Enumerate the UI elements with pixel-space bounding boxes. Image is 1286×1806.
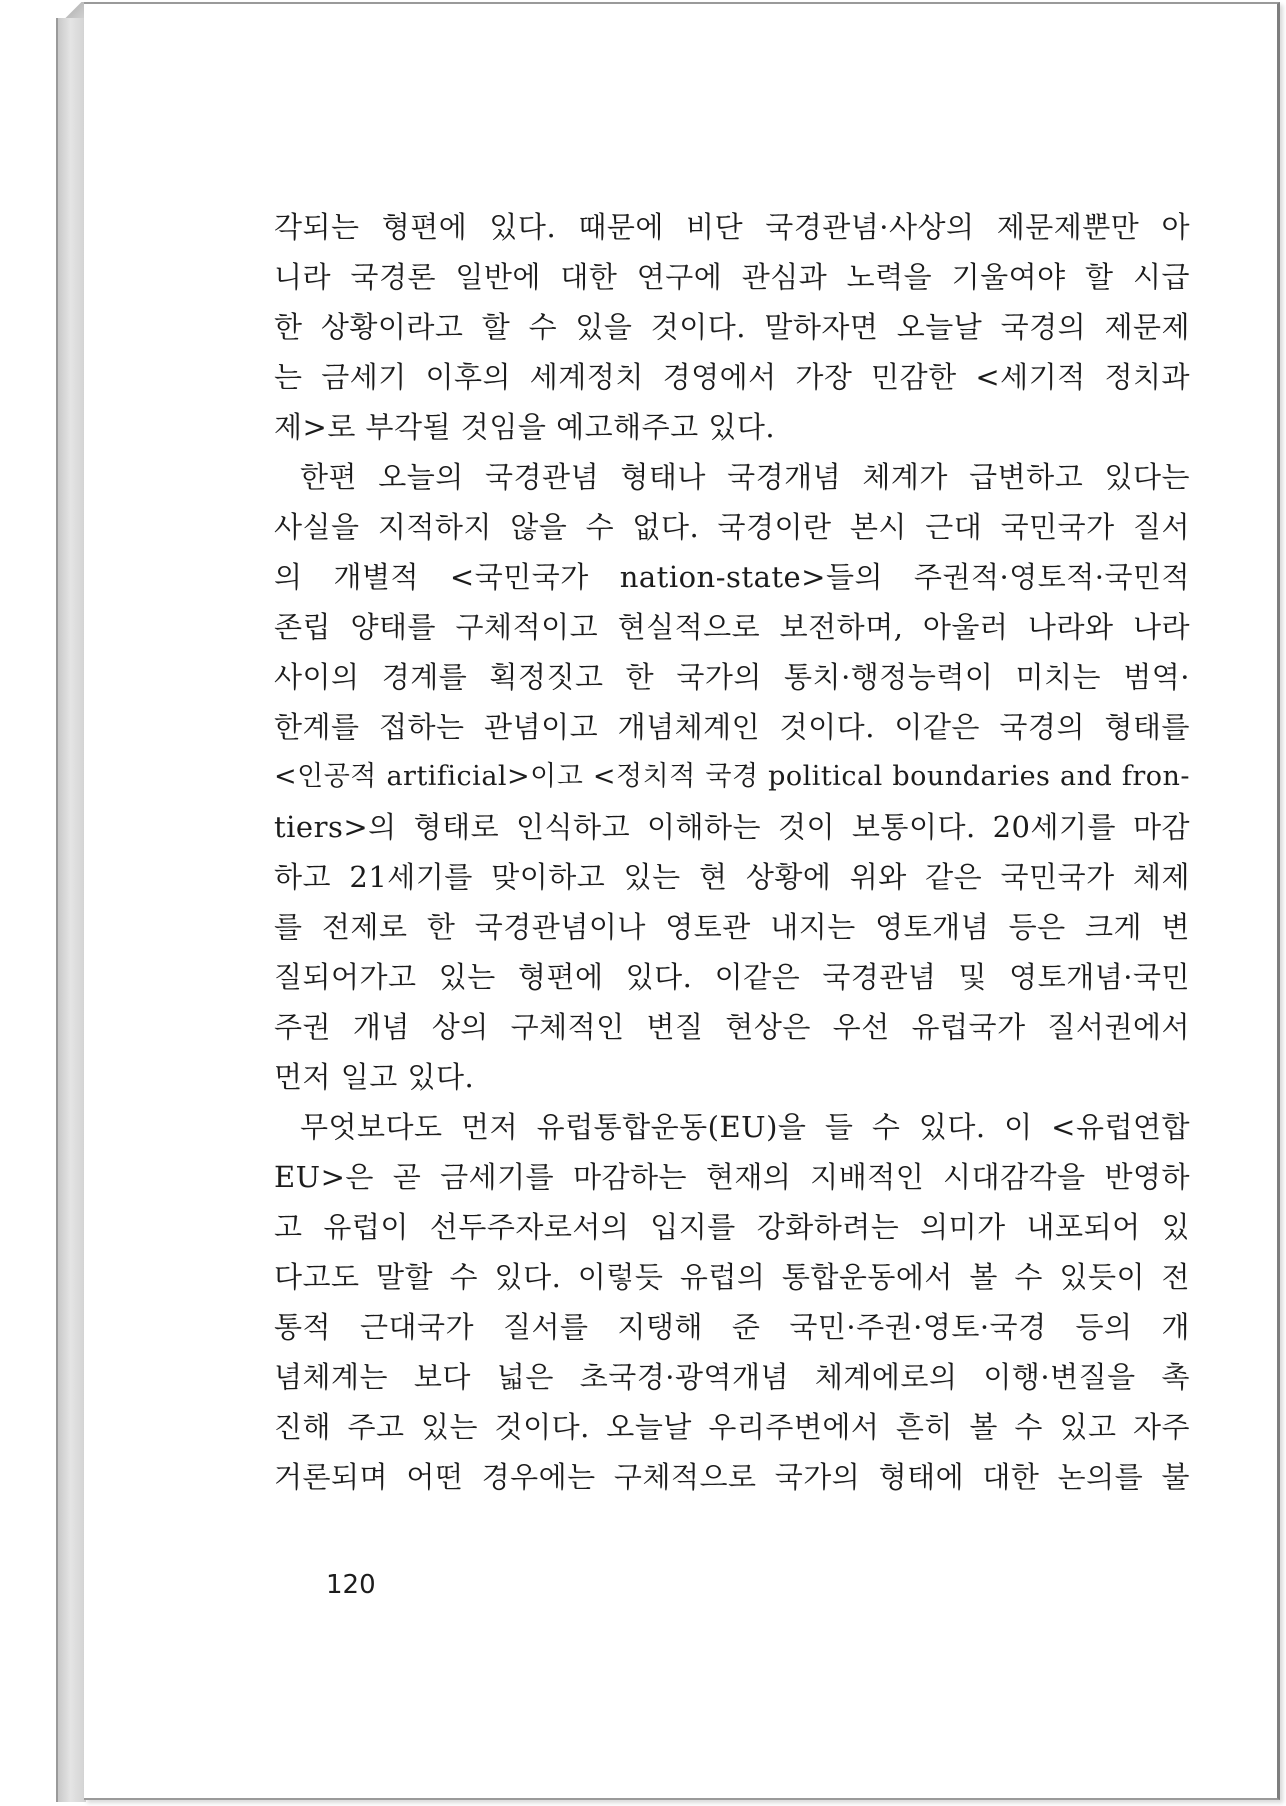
text-line: 념체계는 보다 넓은 초국경·광역개념 체계에로의 이행·변질을 촉 bbox=[274, 1360, 1190, 1394]
text-line: 한 상황이라고 할 수 있을 것이다. 말하자면 오늘날 국경의 제문제 bbox=[274, 310, 1190, 344]
text-line: <인공적 artificial>이고 <정치적 국경 political boundaries and fron- bbox=[274, 761, 1190, 792]
book bbox=[56, 2, 1282, 1802]
text-line: 하고 21세기를 맞이하고 있는 현 상황에 위와 같은 국민국가 체제 bbox=[274, 860, 1190, 894]
text-line: 제>로 부각될 것임을 예고해주고 있다. bbox=[274, 410, 776, 444]
text-line: 니라 국경론 일반에 대한 연구에 관심과 노력을 기울여야 할 시급 bbox=[274, 260, 1190, 294]
text-line: 진해 주고 있는 것이다. 오늘날 우리주변에서 흔히 볼 수 있고 자주 bbox=[274, 1410, 1190, 1444]
body-text bbox=[274, 202, 1190, 1502]
text-line: 존립 양태를 구체적이고 현실적으로 보전하며, 아울러 나라와 나라 bbox=[274, 610, 1190, 644]
text-line: 의 개별적 <국민국가 nation-state>들의 주권적·영토적·국민적 bbox=[274, 560, 1190, 594]
text-line: 사실을 지적하지 않을 수 없다. 국경이란 본시 근대 국민국가 질서 bbox=[274, 510, 1190, 544]
text-line: 를 전제로 한 국경관념이나 영토관 내지는 영토개념 등은 크게 변 bbox=[274, 910, 1190, 944]
text-line: 거론되며 어떤 경우에는 구체적으로 국가의 형태에 대한 논의를 불 bbox=[274, 1460, 1190, 1494]
text-line: 주권 개념 상의 구체적인 변질 현상은 우선 유럽국가 질서권에서 bbox=[274, 1010, 1190, 1044]
text-line: EU>은 곧 금세기를 마감하는 현재의 지배적인 시대감각을 반영하 bbox=[274, 1160, 1190, 1194]
text-line: tiers>의 형태로 인식하고 이해하는 것이 보통이다. 20세기를 마감 bbox=[274, 810, 1190, 844]
text-line: 무엇보다도 먼저 유럽통합운동(EU)을 들 수 있다. 이 <유럽연합 bbox=[300, 1110, 1190, 1144]
text-line: 사이의 경계를 획정짓고 한 국가의 통치·행정능력이 미치는 범역· bbox=[274, 660, 1190, 694]
text-line: 먼저 일고 있다. bbox=[274, 1060, 475, 1094]
text-line: 통적 근대국가 질서를 지탱해 준 국민·주권·영토·국경 등의 개 bbox=[274, 1310, 1190, 1344]
text-line: 다고도 말할 수 있다. 이렇듯 유럽의 통합운동에서 볼 수 있듯이 전 bbox=[274, 1260, 1190, 1294]
text-line: 한편 오늘의 국경관념 형태나 국경개념 체계가 급변하고 있다는 bbox=[300, 460, 1190, 494]
text-line: 질되어가고 있는 형편에 있다. 이같은 국경관념 및 영토개념·국민 bbox=[274, 960, 1190, 994]
book-spine bbox=[56, 18, 86, 1802]
text-line: 고 유럽이 선두주자로서의 입지를 강화하려는 의미가 내포되어 있 bbox=[274, 1210, 1190, 1244]
text-line: 는 금세기 이후의 세계정치 경영에서 가장 민감한 <세기적 정치과 bbox=[274, 360, 1190, 394]
page-number: 120 bbox=[326, 1570, 376, 1600]
text-line: 한계를 접하는 관념이고 개념체계인 것이다. 이같은 국경의 형태를 bbox=[274, 710, 1190, 744]
book-page bbox=[84, 2, 1280, 1800]
text-line: 각되는 형편에 있다. 때문에 비단 국경관념·사상의 제문제뿐만 아 bbox=[274, 210, 1190, 244]
